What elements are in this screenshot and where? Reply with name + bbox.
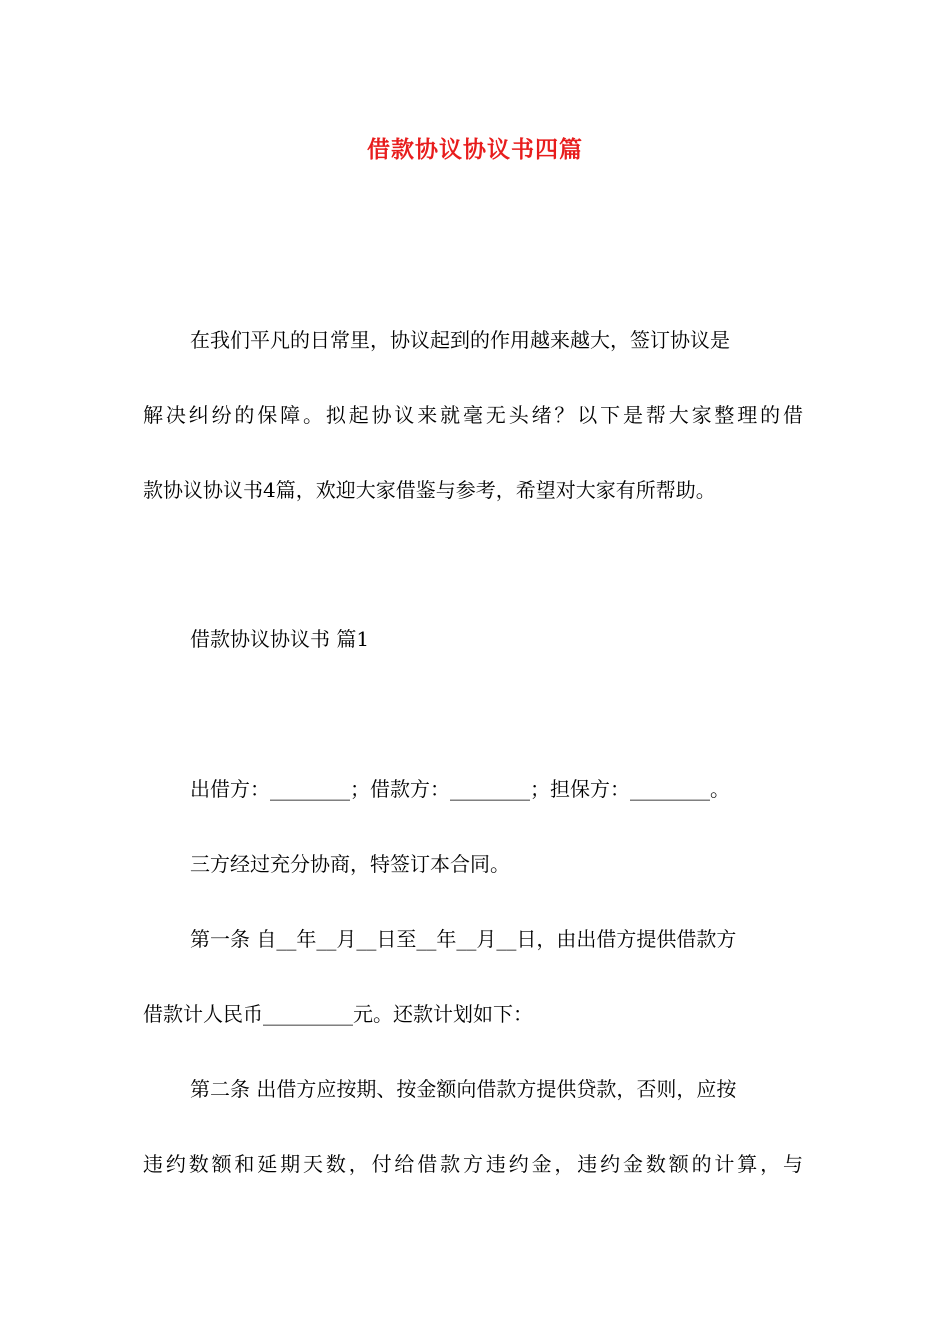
- intro-line-2: 解决纠纷的保障。拟起协议来就毫无头绪？以下是帮大家整理的借: [143, 403, 803, 427]
- article-1-line-2: 借款计人民币_________元。还款计划如下：: [143, 1002, 533, 1026]
- document-title: 借款协议协议书四篇: [367, 136, 583, 163]
- article-2-line-2: 违约数额和延期天数，付给借款方违约金，违约金数额的计算，与: [143, 1152, 803, 1176]
- section-heading-1: 借款协议协议书 篇1: [190, 627, 370, 651]
- article-2-line-1: 第二条 出借方应按期、按金额向借款方提供贷款，否则，应按: [190, 1077, 737, 1101]
- parties-line: 出借方：________；借款方：________；担保方：________。: [190, 777, 730, 801]
- article-1-line-1: 第一条 自__年__月__日至__年__月__日，由出借方提供借款方: [190, 927, 737, 951]
- agreement-line: 三方经过充分协商，特签订本合同。: [190, 852, 510, 876]
- intro-line-3: 款协议协议书4篇，欢迎大家借鉴与参考，希望对大家有所帮助。: [143, 478, 716, 502]
- intro-line-1: 在我们平凡的日常里，协议起到的作用越来越大，签订协议是: [190, 328, 730, 352]
